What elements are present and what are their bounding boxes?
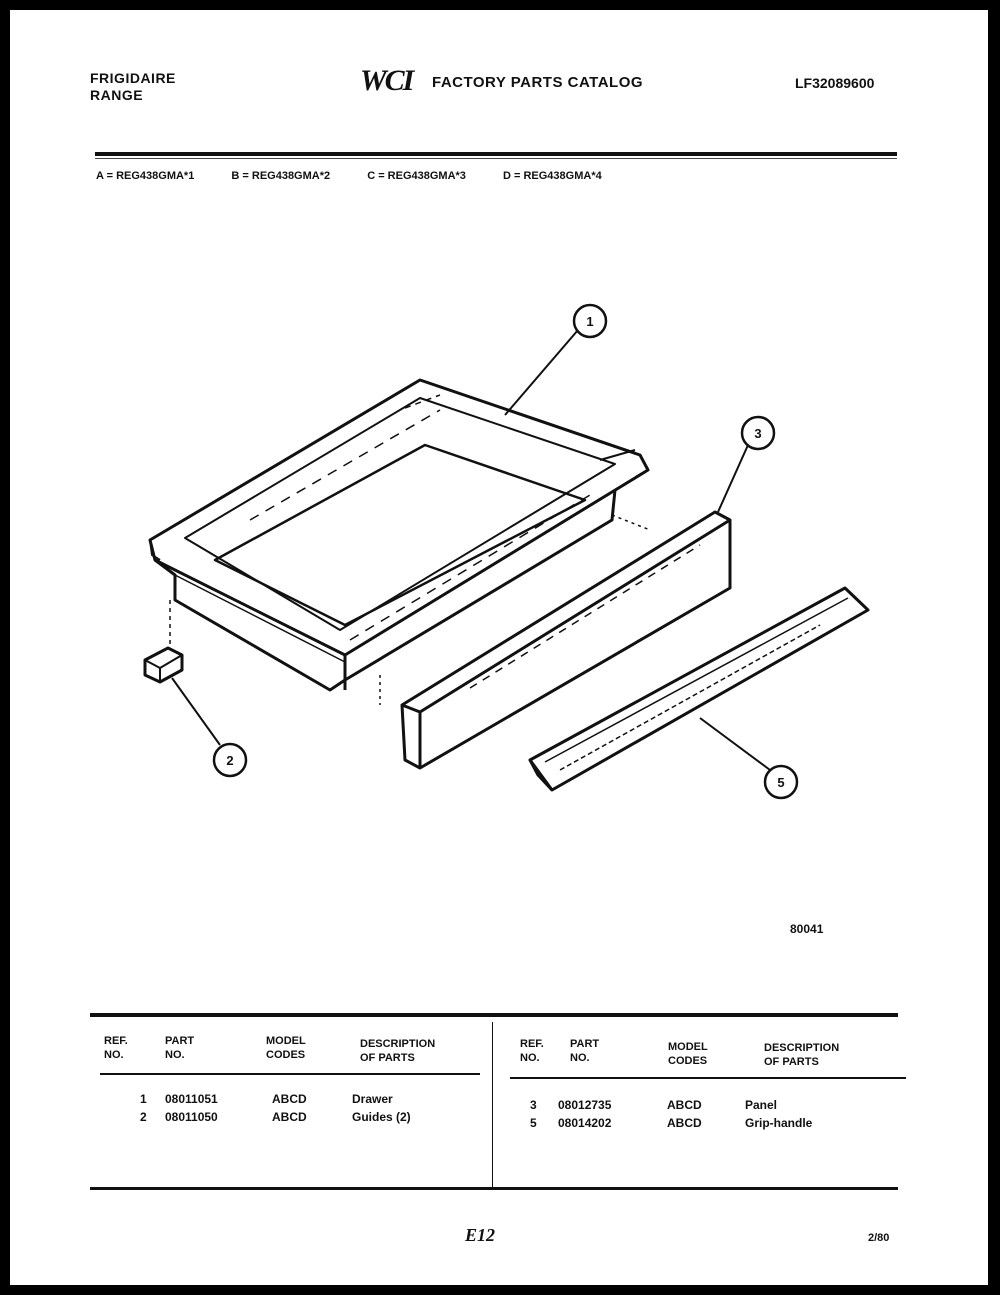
header-model-right — [668, 1040, 708, 1068]
header-ref-line2: NO. — [104, 1049, 124, 1061]
table-bottom-rule — [90, 1187, 898, 1190]
header-desc-line1: DESCRIPTION — [360, 1038, 436, 1050]
header-ref-right — [520, 1037, 544, 1065]
header-desc-right — [764, 1041, 839, 1069]
header-desc-line2: OF PARTS — [764, 1056, 819, 1068]
table-column-divider — [492, 1022, 493, 1187]
row-ref: 5 — [530, 1116, 537, 1130]
row-model-codes: ABCD — [272, 1092, 307, 1106]
row-part-number: 08011050 — [165, 1110, 218, 1124]
product-type: RANGE — [90, 87, 144, 103]
header-model-left — [266, 1034, 306, 1062]
row-part-number: 08011051 — [165, 1092, 218, 1106]
header-ref-line2: NO. — [520, 1052, 540, 1064]
catalog-title: FACTORY PARTS CATALOG — [432, 74, 644, 91]
header-model-line2: CODES — [266, 1049, 306, 1061]
callout-2: 2 — [226, 753, 234, 768]
model-d: D = REG438GMA*4 — [502, 170, 602, 182]
leader-line-5 — [700, 718, 770, 770]
header-part-line1: PART — [570, 1038, 600, 1050]
header-rule-right — [510, 1077, 906, 1079]
row-ref: 2 — [140, 1110, 147, 1124]
header-desc-line2: OF PARTS — [360, 1052, 415, 1064]
header-part-line2: NO. — [570, 1052, 590, 1064]
header-part-line1: PART — [165, 1035, 195, 1047]
row-description: Panel — [745, 1098, 778, 1112]
header-ref-line1: REF. — [520, 1038, 544, 1050]
row-description: Drawer — [352, 1092, 393, 1106]
callout-5: 5 — [777, 775, 785, 790]
row-model-codes: ABCD — [667, 1116, 702, 1130]
wci-logo: WCI — [360, 64, 413, 97]
page-number: E12 — [465, 1225, 496, 1245]
callout-3: 3 — [754, 426, 762, 441]
header-desc-left — [360, 1037, 435, 1065]
catalog-number: LF32089600 — [795, 75, 875, 91]
header-model-line1: MODEL — [668, 1041, 708, 1053]
header-part-right — [570, 1037, 599, 1065]
header-part-line2: NO. — [165, 1049, 185, 1061]
leader-line-3 — [718, 445, 748, 512]
figure-code: 80041 — [790, 922, 824, 936]
guide-part — [145, 600, 182, 682]
callout-1: 1 — [586, 314, 594, 329]
table-top-rule — [90, 1013, 898, 1017]
leader-line-2 — [172, 678, 220, 745]
model-a: A = REG438GMA*1 — [96, 170, 195, 182]
model-c: C = REG438GMA*3 — [367, 170, 466, 182]
brand-name: FRIGIDAIRE — [90, 70, 176, 86]
row-description: Grip-handle — [745, 1116, 813, 1130]
header-model-line1: MODEL — [266, 1035, 306, 1047]
row-part-number: 08014202 — [558, 1116, 612, 1130]
header-part-left — [165, 1034, 194, 1062]
header-ref-line1: REF. — [104, 1035, 128, 1047]
header-desc-line1: DESCRIPTION — [764, 1042, 840, 1054]
catalog-date: 2/80 — [868, 1232, 890, 1244]
model-b: B = REG438GMA*2 — [231, 170, 331, 182]
leader-line-1 — [505, 330, 578, 415]
row-model-codes: ABCD — [667, 1098, 702, 1112]
header-ref-left — [104, 1034, 128, 1062]
row-ref: 3 — [530, 1098, 537, 1112]
header-rule-left — [100, 1073, 480, 1075]
row-part-number: 08012735 — [558, 1098, 612, 1112]
row-ref: 1 — [140, 1092, 147, 1106]
row-model-codes: ABCD — [272, 1110, 307, 1124]
row-description: Guides (2) — [352, 1110, 411, 1124]
header-model-line2: CODES — [668, 1055, 708, 1067]
